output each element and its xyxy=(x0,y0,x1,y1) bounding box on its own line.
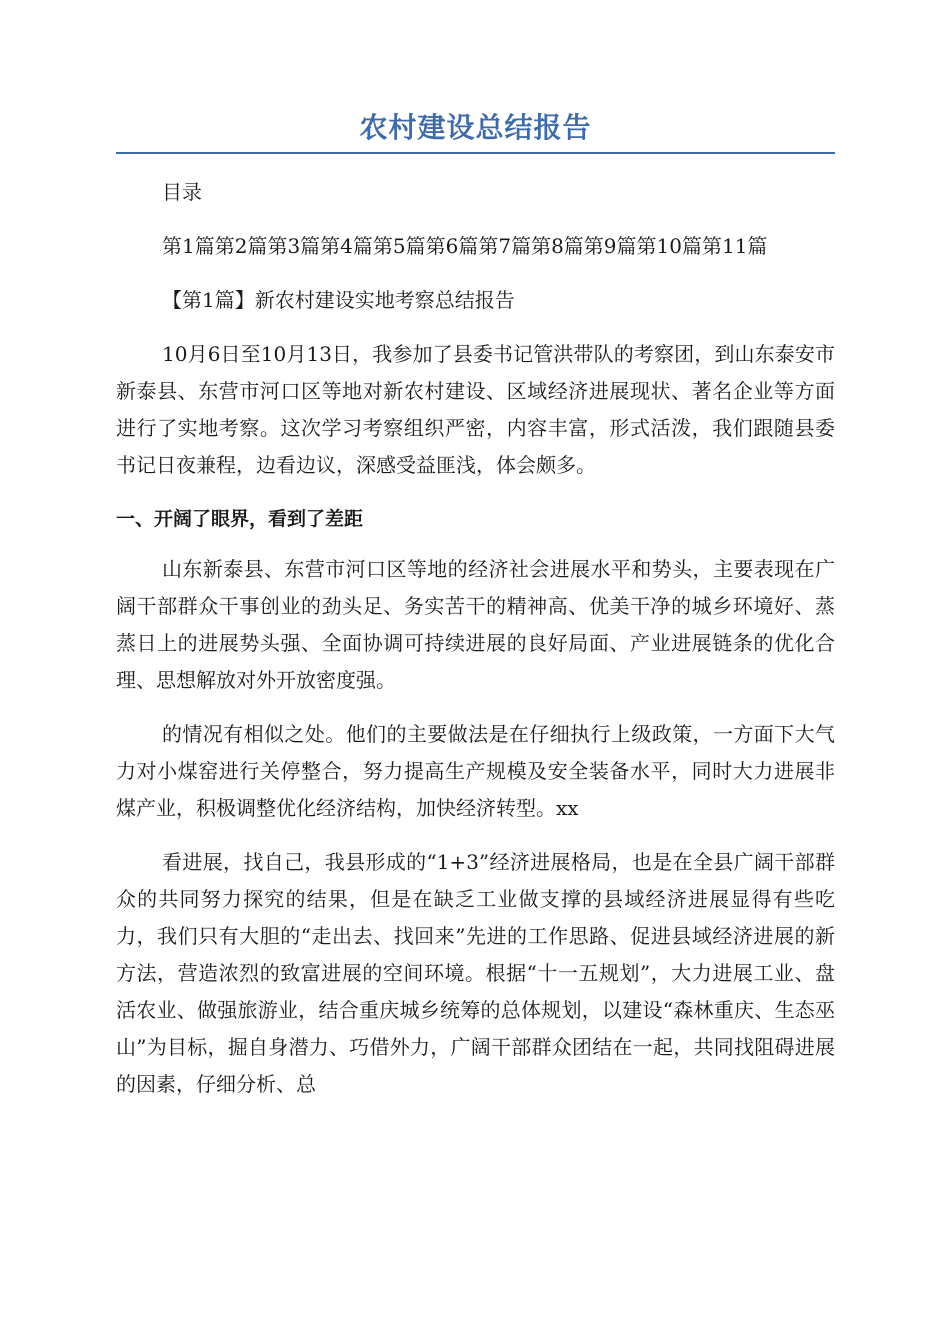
article-title: 【第1篇】新农村建设实地考察总结报告 xyxy=(162,288,515,312)
body-paragraph: 看进展，找自己，我县形成的“1+3”经济进展格局，也是在全县广阔干部群众的共同努力探究的结果，但是在缺乏工业做支撑的县域经济进展显得有些吃力，我们只有大胆的“走出去、找回来”先进的工作思路、促进县域经济进展的新方法，营造浓烈的致富进展的空间环境。根据“十一五规划”，大力进展工业、盘活农业、做强旅游业，结合重庆城乡统筹的总体规划，以建设“森林重庆、生态巫山”为目标，掘自身潜力、巧借外力，广阔干部群众团结在一起，共同找阻碍进展的因素，仔细分析、总 xyxy=(116,850,835,1096)
title-divider xyxy=(116,152,835,154)
body-paragraph: 的情况有相似之处。他们的主要做法是在仔细执行上级政策，一方面下大气力对小煤窑进行关停整合，努力提高生产规模及安全装备水平，同时大力进展非煤产业，积极调整优化经济结构，加快经济转型。xx xyxy=(116,722,835,820)
intro-paragraph: 10月6日至10月13日，我参加了县委书记管洪带队的考察团，到山东泰安市新泰县、东营市河口区等地对新农村建设、区域经济进展现状、著名企业等方面进行了实地考察。这次学习考察组织严密，内容丰富，形式活泼，我们跟随县委书记日夜兼程，边看边议，深感受益匪浅，体会颇多。 xyxy=(116,342,835,477)
toc-entries: 第1篇第2篇第3篇第4篇第5篇第6篇第7篇第8篇第9篇第10篇第11篇 xyxy=(162,234,768,258)
document-title: 农村建设总结报告 xyxy=(359,111,592,144)
body-paragraph: 山东新泰县、东营市河口区等地的经济社会进展水平和势头，主要表现在广阔干部群众干事创业的劲头足、务实苦干的精神高、优美干净的城乡环境好、蒸蒸日上的进展势头强、全面协调可持续进展的良好局面、产业进展链条的优化合理、思想解放对外开放密度强。 xyxy=(116,557,835,692)
toc-label: 目录 xyxy=(162,180,202,204)
section-heading: 一、开阔了眼界，看到了差距 xyxy=(116,508,364,530)
document-page xyxy=(116,108,835,1120)
